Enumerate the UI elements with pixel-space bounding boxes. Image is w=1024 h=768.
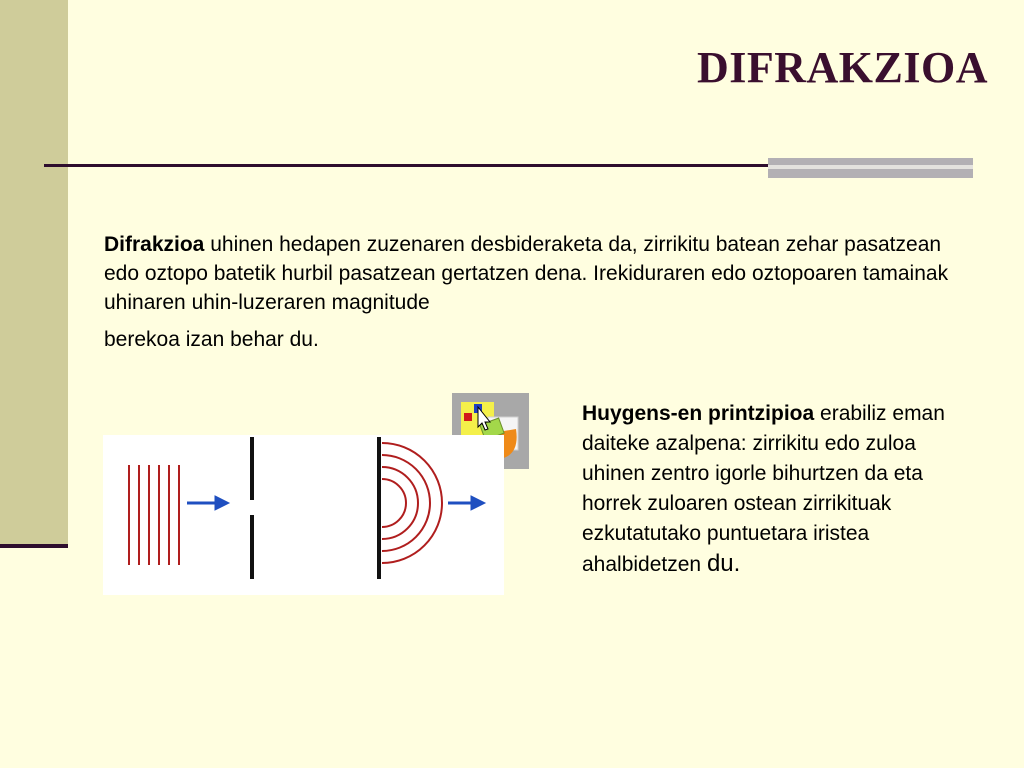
title-divider <box>44 164 772 167</box>
huygens-paragraph <box>582 399 972 580</box>
intro-paragraph <box>104 230 954 354</box>
outgoing-arrow-icon <box>448 496 485 510</box>
huygens-text: erabiliz eman daiteke azalpena: zirrikitu edo zuloa uhinen zentro igorle bihurtzen da eta horrek zuloaren ostean zirrikituak ezkutatutako puntuetara iristea ahalbidetzen <box>582 402 945 576</box>
intro-last-line: berekoa izan behar du. <box>104 328 319 351</box>
diffraction-diagram <box>103 435 504 595</box>
circular-wavefronts <box>382 443 442 563</box>
intro-text: uhinen hedapen zuzenaren desbideraketa da, zirrikitu batean zehar pasatzean edo oztopo batetik hurbil pasatzean gertatzen dena. Irekiduraren edo oztopoaren tamainak uhinaren uhin-luzeraren magnitude <box>104 233 949 314</box>
sidebar-decoration <box>0 0 68 545</box>
huygens-term: Huygens-en printzipioa <box>582 402 815 425</box>
incoming-arrow-icon <box>187 496 229 510</box>
sidebar-divider <box>0 544 68 548</box>
intro-term: Difrakzioa <box>104 233 205 256</box>
slide-title: DIFRAKZIOA <box>696 43 988 92</box>
title-accent-highlight <box>768 165 973 169</box>
plane-wavefronts <box>129 465 179 565</box>
huygens-last: du. <box>706 550 741 577</box>
